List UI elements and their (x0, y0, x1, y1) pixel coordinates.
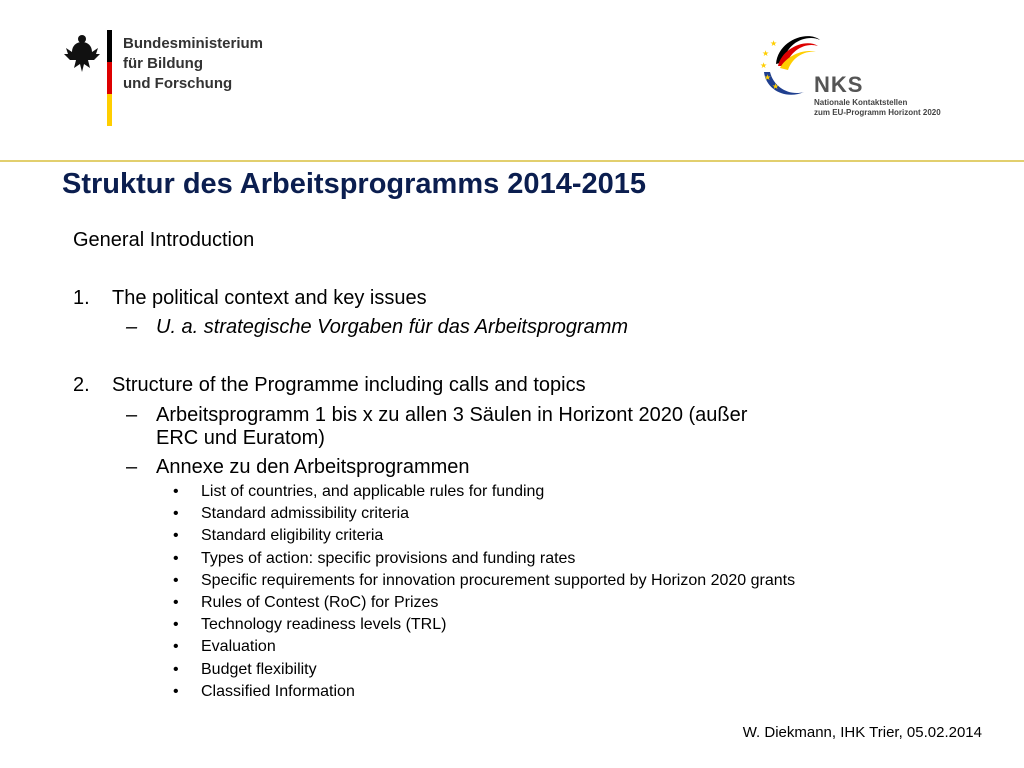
bullet-marker: • (173, 660, 179, 678)
slide-title: Struktur des Arbeitsprogramms 2014-2015 (62, 168, 646, 200)
annex-bullet-text: Classified Information (201, 682, 355, 700)
nks-subtitle (814, 98, 941, 118)
svg-text:★: ★ (772, 82, 780, 91)
dash-marker: – (126, 456, 138, 478)
sub-list-text: Annexe zu den Arbeitsprogrammen (156, 456, 470, 478)
bullet-marker: • (173, 638, 179, 656)
nks-title: NKS (814, 72, 864, 97)
sub-list-text: Arbeitsprogramm 1 bis x zu allen 3 Säulen in Horizont 2020 (außer (156, 404, 748, 426)
bullet-marker: • (173, 549, 179, 567)
bullet-marker: • (173, 527, 179, 545)
list-number: 2. (73, 374, 90, 396)
ministry-name (123, 34, 263, 94)
federal-eagle-icon (62, 32, 102, 76)
annex-bullet-text: Rules of Contest (RoC) for Prizes (201, 594, 439, 611)
dash-marker: – (126, 316, 138, 338)
nks-subtitle-line: zum EU-Programm Horizont 2020 (814, 108, 941, 117)
bullet-marker: • (173, 571, 179, 589)
ministry-name-line: für Bildung (123, 55, 203, 72)
bullet-marker: • (173, 483, 179, 500)
list-number: 1. (73, 287, 90, 309)
dash-marker: – (126, 404, 138, 426)
nks-subtitle-line: Nationale Kontaktstellen (814, 98, 908, 107)
svg-text:★: ★ (762, 49, 770, 58)
annex-bullet-text: Standard eligibility criteria (201, 527, 384, 545)
bullet-marker: • (173, 594, 179, 611)
annex-bullet-text: Technology readiness levels (TRL) (201, 616, 447, 634)
list-item-text: The political context and key issues (112, 287, 427, 309)
ministry-name-line: Bundesministerium (123, 35, 264, 52)
footer-text: W. Diekmann, IHK Trier, 05.02.2014 (742, 724, 982, 741)
sub-list-text: U. a. strategische Vorgaben für das Arbeitsprogramm (156, 316, 629, 338)
annex-bullet-text: Evaluation (201, 638, 276, 656)
annex-bullet-text: Types of action: specific provisions and funding rates (201, 549, 576, 567)
svg-text:★: ★ (764, 73, 772, 82)
annex-bullet-text: List of countries, and applicable rules for funding (201, 483, 545, 500)
svg-text:★: ★ (770, 39, 778, 48)
intro-line: General Introduction (73, 229, 255, 251)
bullet-marker: • (173, 505, 179, 523)
ministry-name-line: und Forschung (123, 75, 233, 92)
bullet-marker: • (173, 616, 179, 634)
annex-bullet-text: Specific requirements for innovation procurement supported by Horizon 2020 grants (201, 571, 796, 589)
svg-text:★: ★ (760, 61, 768, 70)
ministry-logo (62, 30, 262, 130)
bullet-marker: • (173, 682, 179, 700)
list-item-text: Structure of the Programme including calls and topics (112, 374, 586, 396)
annex-bullet-text: Standard admissibility criteria (201, 505, 410, 523)
annex-bullet-text: Budget flexibility (201, 660, 317, 678)
nks-logo (756, 26, 976, 126)
header-divider (0, 160, 1024, 162)
german-flag-bar (107, 30, 112, 126)
sub-list-text: ERC und Euratom) (156, 427, 325, 449)
